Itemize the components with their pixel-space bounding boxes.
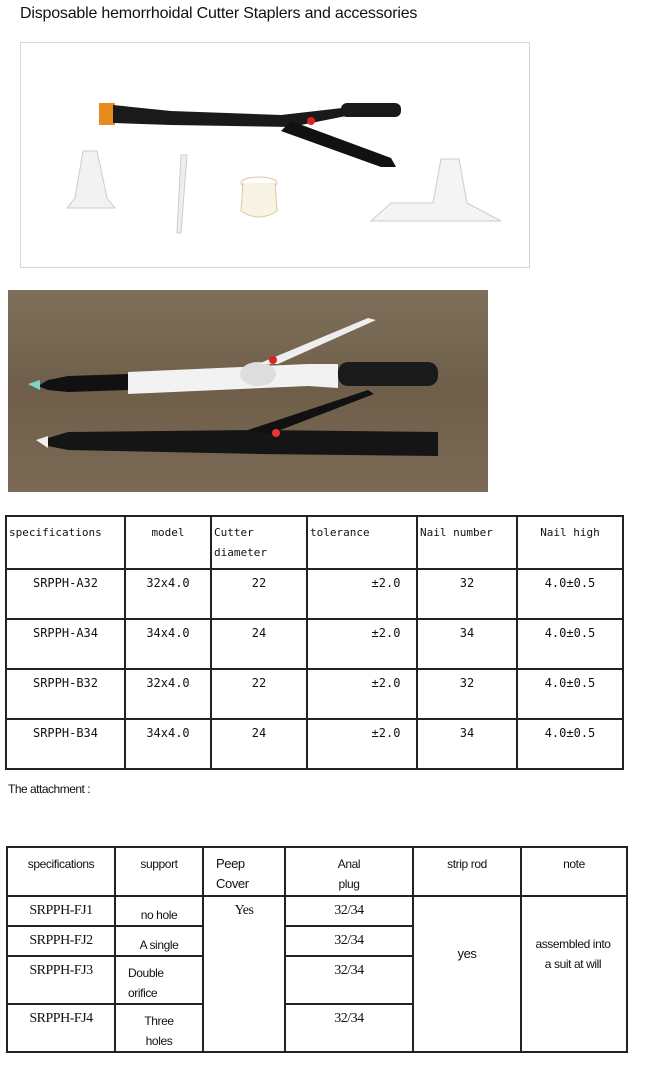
cell-diameter: 24	[211, 619, 307, 669]
product-photo-stapler-accessories	[20, 42, 530, 268]
cell-peep-cover: Yes	[203, 896, 285, 1052]
cell-spec: SRPPH-FJ3	[7, 956, 115, 1004]
cell-nail-high: 4.0±0.5	[517, 719, 623, 769]
attachment-label: The attachment :	[8, 782, 91, 796]
cell-model: 32x4.0	[125, 669, 211, 719]
attachment-table	[6, 846, 628, 1053]
cell-strip-rod: yes	[413, 896, 521, 1052]
cell-spec: SRPPH-A34	[6, 619, 125, 669]
header-cell: model	[125, 516, 211, 569]
header-cell: specifications	[7, 847, 115, 896]
header-cell: tolerance	[307, 516, 417, 569]
table-header-row	[6, 516, 623, 569]
cell-anal-plug: 32/34	[285, 956, 413, 1004]
cell-anal-plug: 32/34	[285, 926, 413, 956]
cell-spec: SRPPH-FJ1	[7, 896, 115, 926]
cell-nail-high: 4.0±0.5	[517, 619, 623, 669]
cell-anal-plug: 32/34	[285, 1004, 413, 1052]
cell-tolerance: ±2.0	[307, 669, 417, 719]
cell-model: 34x4.0	[125, 619, 211, 669]
cell-spec: SRPPH-A32	[6, 569, 125, 619]
stapler-accessories-illustration	[21, 43, 531, 269]
cell-nail-number: 32	[417, 669, 517, 719]
table-row	[7, 896, 627, 926]
cell-diameter: 22	[211, 669, 307, 719]
header-cell: Anal plug	[285, 847, 413, 896]
cell-nail-high: 4.0±0.5	[517, 669, 623, 719]
cell-tolerance: ±2.0	[307, 569, 417, 619]
table-row	[6, 569, 623, 619]
cell-spec: SRPPH-B32	[6, 669, 125, 719]
cell-spec: SRPPH-FJ4	[7, 1004, 115, 1052]
header-cell: support	[115, 847, 203, 896]
staplers-illustration	[8, 290, 488, 492]
cell-nail-number: 32	[417, 569, 517, 619]
header-cell: Nail high	[517, 516, 623, 569]
cell-note: assembled into a suit at will	[521, 896, 627, 1052]
product-photo-staplers	[8, 290, 488, 492]
cell-support: Double orifice	[115, 956, 203, 1004]
table-row	[6, 719, 623, 769]
cell-model: 34x4.0	[125, 719, 211, 769]
header-cell: strip rod	[413, 847, 521, 896]
cell-support: A single	[115, 926, 203, 956]
header-cell: Nail number	[417, 516, 517, 569]
cell-diameter: 24	[211, 719, 307, 769]
table-row	[6, 619, 623, 669]
cell-support: Three holes	[115, 1004, 203, 1052]
header-cell: specifications	[6, 516, 125, 569]
table-header-row	[7, 847, 627, 896]
cell-spec: SRPPH-B34	[6, 719, 125, 769]
header-cell: Peep Cover	[203, 847, 285, 896]
cell-nail-high: 4.0±0.5	[517, 569, 623, 619]
header-cell: Cutter diameter	[211, 516, 307, 569]
cell-tolerance: ±2.0	[307, 719, 417, 769]
cell-support: no hole	[115, 896, 203, 926]
cell-spec: SRPPH-FJ2	[7, 926, 115, 956]
page-title: Disposable hemorrhoidal Cutter Staplers and accessories	[20, 5, 418, 22]
table-row	[6, 669, 623, 719]
cell-anal-plug: 32/34	[285, 896, 413, 926]
header-cell: note	[521, 847, 627, 896]
cell-nail-number: 34	[417, 719, 517, 769]
stapler-specifications-table	[5, 515, 624, 770]
cell-tolerance: ±2.0	[307, 619, 417, 669]
cell-nail-number: 34	[417, 619, 517, 669]
cell-model: 32x4.0	[125, 569, 211, 619]
cell-diameter: 22	[211, 569, 307, 619]
